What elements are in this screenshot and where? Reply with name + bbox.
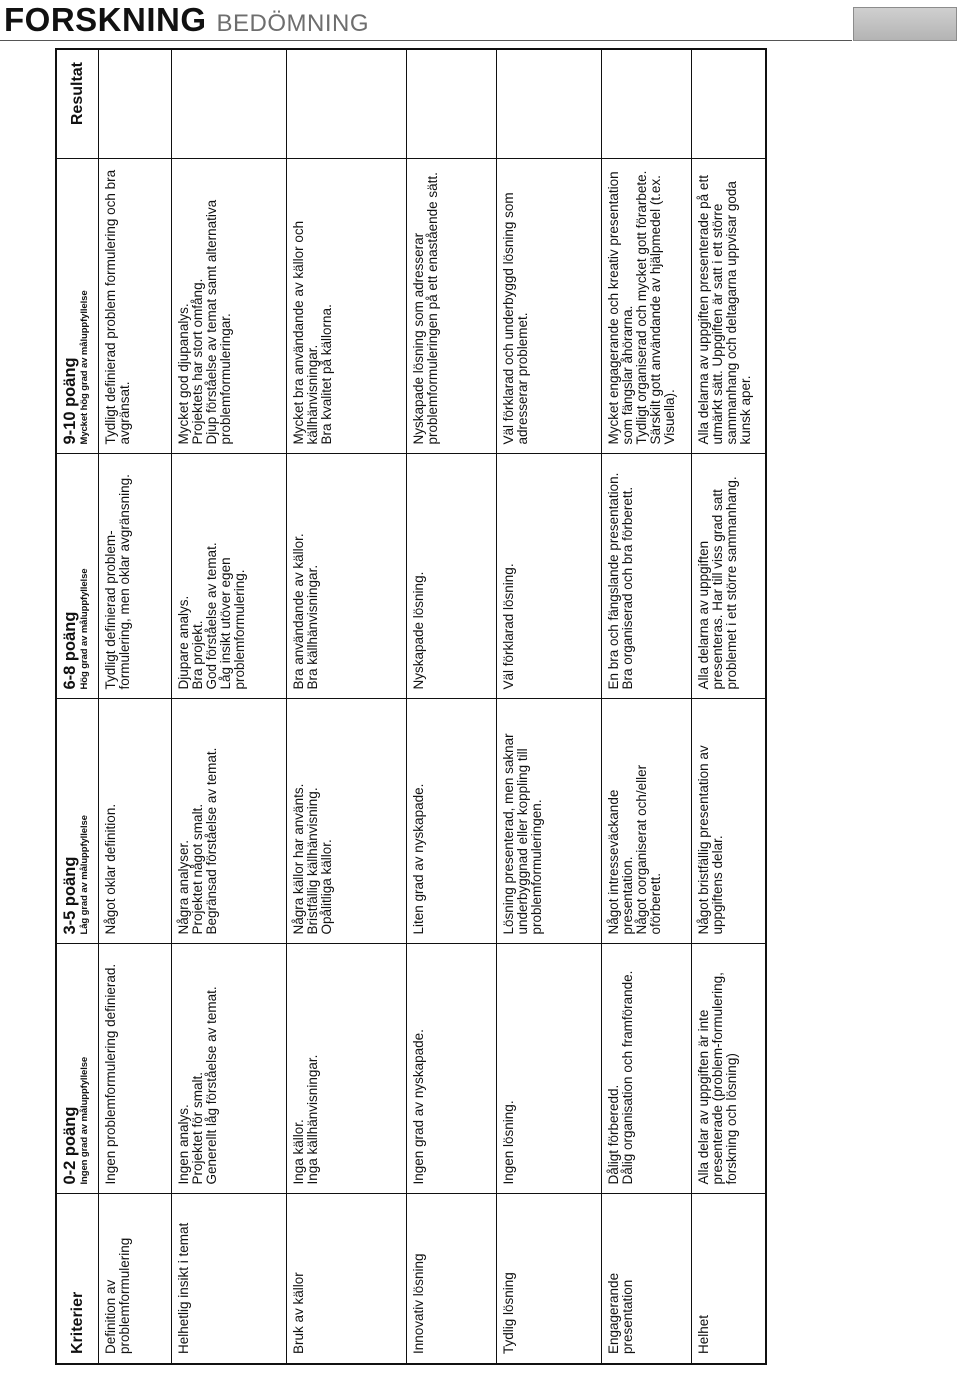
level-description: Hög grad av måluppfyllelse [79,568,90,690]
table-row [691,49,766,1364]
table-row [406,49,496,1364]
page-subtitle: BEDÖMNING [216,10,370,37]
level-6-8-cell [496,454,601,699]
cell-line: Inga källhänvisningar. [304,1054,320,1185]
cell-line: Ingen analys. [175,1104,191,1185]
result-cell [171,49,286,159]
level-0-2-cell [98,944,171,1194]
result-cell [286,49,406,159]
cell-line: Några källor har använts. [290,783,306,935]
header-row [56,49,98,1364]
cell-line: Bra användande av källor. [290,533,306,690]
header-resultat: Resultat [56,49,98,159]
level-label: 0-2 poäng [61,1106,79,1185]
level-3-5-cell [286,699,406,944]
title-divider [0,40,852,41]
cell-line: Mycket god djupanalys. [175,303,191,445]
header-level-9-10 [56,159,98,454]
level-label: 9-10 poäng [61,357,79,445]
result-cell [601,49,691,159]
level-3-5-cell [406,699,496,944]
level-9-10-cell [691,159,766,454]
rubric-table [55,48,767,1365]
result-cell [691,49,766,159]
cell-line: Dåligt förberedd. [605,1084,621,1185]
cell-line: Bra organiserad och bra förberett. [619,486,635,690]
level-3-5-cell [98,699,171,944]
criterion-cell: Helhetlig insikt i temat [171,1194,286,1364]
cell-line: Något oklar definition. [102,803,118,935]
header-level-0-2 [56,944,98,1194]
cell-line: Liten grad av nyskapade. [410,783,426,935]
header-level-3-5 [56,699,98,944]
level-0-2-cell [406,944,496,1194]
criterion-cell: Helhet [691,1194,766,1364]
cell-line: Alla delarna av uppgiften presenterade på ett utmärkt sätt. Uppgiften är satt i ett större sammanhang och deltagarna uppvisar goda kunsk aper. [695,175,753,445]
header-level-6-8 [56,454,98,699]
rubric-table-rotated [55,50,765,1365]
page-title: FORSKNING [4,1,207,38]
level-9-10-cell [406,159,496,454]
header-kriterier: Kriterier [56,1194,98,1364]
level-label: 6-8 poäng [61,611,79,690]
cell-line: Tydligt definierad problem-formulering, men oklar avgränsning. [102,474,132,690]
criterion-cell: Bruk av källor [286,1194,406,1364]
cell-line: Väl förklarad och underbyggd lösning som adresserar problemet. [500,192,530,445]
level-6-8-cell [98,454,171,699]
level-9-10-cell [171,159,286,454]
corner-tab [853,7,957,41]
level-6-8-cell [691,454,766,699]
result-cell [496,49,601,159]
level-0-2-cell [286,944,406,1194]
cell-line: Väl förklarad lösning. [500,563,516,690]
level-3-5-cell [691,699,766,944]
cell-line: Projektets har stort omfång. [189,278,205,445]
level-description: Ingen grad av måluppfyllelse [79,1056,90,1185]
level-9-10-cell [496,159,601,454]
cell-line: Ingen problemformulering definierad. [102,963,118,1185]
cell-line: Bra projekt. [189,620,205,690]
level-3-5-cell [171,699,286,944]
cell-line: Lösning presenterad, men saknar underbyggnad eller koppling till problemformuleringen. [500,733,544,935]
cell-line: Inga källor. [290,1119,306,1185]
cell-line: Något bristfällig presentation av uppgiftens delar. [695,745,725,935]
level-0-2-cell [171,944,286,1194]
cell-line: God förståelse av temat. [203,542,219,690]
cell-line: Dålig organisation och framförande. [619,970,635,1185]
level-9-10-cell [98,159,171,454]
level-3-5-cell [496,699,601,944]
cell-line: Några analyser. [175,839,191,935]
level-6-8-cell [406,454,496,699]
table-row [286,49,406,1364]
cell-line: Ingen lösning. [500,1100,516,1185]
cell-line: Alla delarna av uppgiften presenteras. Har till viss grad satt problemet i ett större sammanhang. [695,476,739,690]
cell-line: Något oorganiserat och/eller oförberett. [633,764,663,935]
level-label: 3-5 poäng [61,856,79,935]
level-3-5-cell [601,699,691,944]
criterion-cell: Innovativ lösning [406,1194,496,1364]
level-description: Mycket hög grad av måluppfyllelse [79,290,90,445]
cell-line: Bristfällig källhänvisning. [304,787,320,935]
cell-line: Ingen grad av nyskapade. [410,1029,426,1185]
cell-line: Mycket bra användande av källor och källhänvisningar. [290,220,320,445]
cell-line: Projektet för smalt. [189,1071,205,1185]
cell-line: Bra kvalitet på källorna. [318,304,334,445]
cell-line: Djupare analys. [175,595,191,690]
level-6-8-cell [286,454,406,699]
cell-line: Begränsad förståelse av temat. [203,747,219,935]
cell-line: Låg insikt utöver egen problemformulering. [217,557,247,690]
cell-line: Tydligt organiserad och mycket gott förarbete. Särskilt gott användande av hjälpmedel (t.ex. Visuella). [633,170,677,445]
table-row [171,49,286,1364]
criterion-cell: Tydlig lösning [496,1194,601,1364]
table-row [496,49,601,1364]
table-row [98,49,171,1364]
level-description: Låg grad av måluppfyllelse [79,815,90,935]
cell-line: Nyskapade lösning som adresserar problemformuleringen på ett enastående sätt. [410,172,440,445]
level-0-2-cell [691,944,766,1194]
criterion-cell: Definition av problemformulering [98,1194,171,1364]
cell-line: Generellt låg förståelse av temat. [203,986,219,1185]
level-9-10-cell [286,159,406,454]
level-0-2-cell [496,944,601,1194]
criterion-cell: Engagerande presentation [601,1194,691,1364]
cell-line: Mycket engagerande och kreativ presentation som fängslar åhörarna. [605,171,635,445]
level-6-8-cell [601,454,691,699]
cell-line: Projektet något smalt. [189,803,205,935]
level-9-10-cell [601,159,691,454]
cell-line: Något intresseväckande presentation. [605,789,635,935]
level-0-2-cell [601,944,691,1194]
cell-line: Tydligt definierad problem formulering och bra avgränsat. [102,169,132,445]
cell-line: Nyskapade lösning. [410,571,426,690]
cell-line: Djup förståelse av temat samt alternativa problemformuleringar. [203,199,233,445]
result-cell [98,49,171,159]
cell-line: En bra och fängslande presentation. [605,472,621,690]
table-row [601,49,691,1364]
result-cell [406,49,496,159]
cell-line: Opålitliga källor. [318,839,334,935]
level-6-8-cell [171,454,286,699]
cell-line: Bra källhänvisningar. [304,564,320,690]
cell-line: Alla delar av uppgiften är inte presenterade (problem-formulering, forskning och lösning) [695,972,739,1185]
